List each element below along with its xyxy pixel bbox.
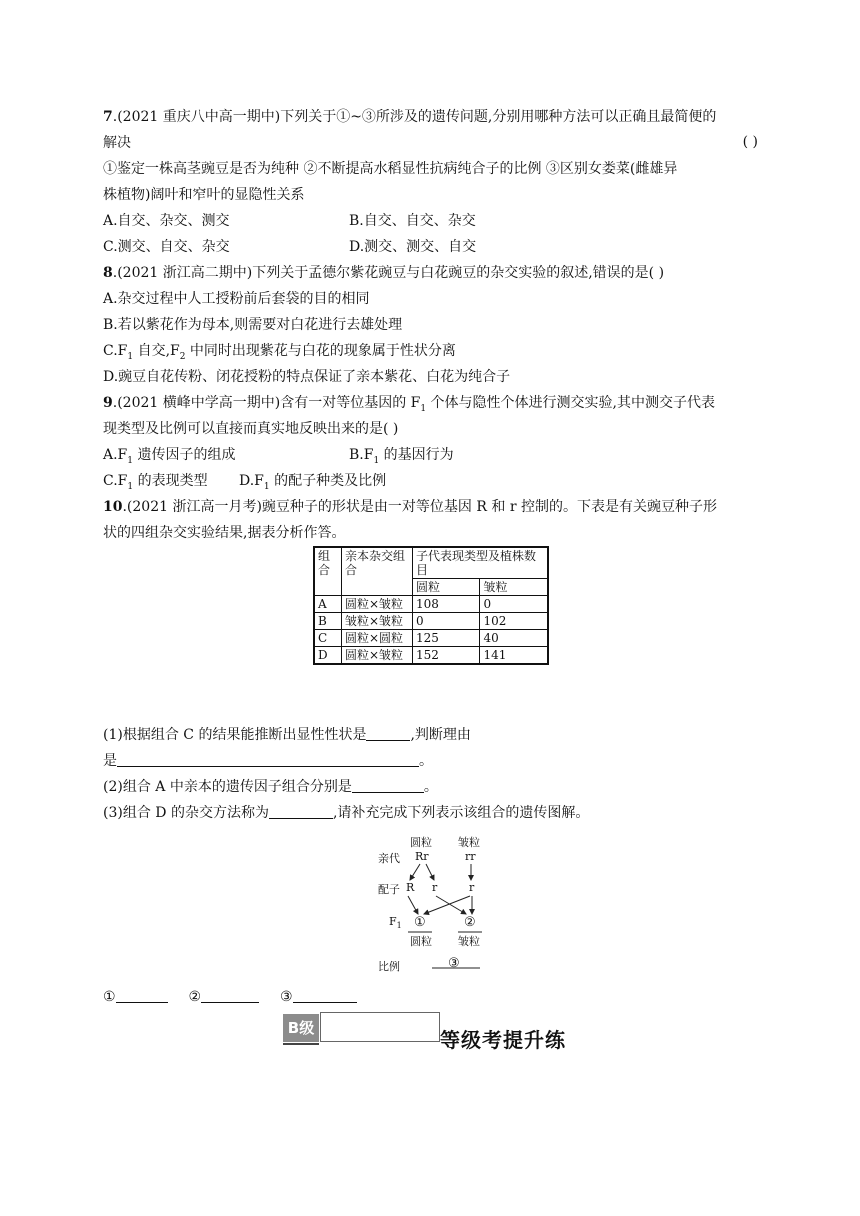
q9-line1: 9.(2021 横峰中学高一期中)含有一对等位基因的 $F_1$ 个体与隐性个体进行测交实验,其中测交子代表 [103,395,716,414]
answer-blanks: ① ② ③ [103,988,357,1006]
th-wrinkled: 皱粒 [480,579,548,596]
q8-option-a: A.杂交过程中人工授粉前后套袋的目的相同 [103,291,370,307]
th-round: 圆粒 [413,579,480,596]
gamete-2: r [432,881,438,894]
q7-line4: 株植物)阔叶和窄叶的显隐性关系 [103,187,305,203]
p1-trait: 圆粒 [410,836,432,849]
diagram-arrows [370,830,500,980]
ratio-blank-marker: ③ [448,956,460,971]
answer-blank-2[interactable] [201,988,259,1003]
q10-line1: 10.(2021 浙江高一月考)豌豆种子的形状是由一对等位基因 R 和 r 控制的。下表是有关豌豆种子形 [103,499,717,515]
q7-line2: 解决 [103,135,131,151]
gamete-1: R [406,881,415,894]
q10-sub1-line1: (1)根据组合 C 的结果能推断出显性性状是 ,判断理由 [103,727,471,743]
cross-results-table [313,546,549,665]
q10-sub2: (2)组合 A 中亲本的遗传因子组合分别是 。 [103,779,438,795]
child-2-trait: 皱粒 [458,935,480,948]
q8-option-d: D.豌豆自花传粉、闭花授粉的特点保证了亲本紫花、白花为纯合子 [103,369,511,385]
gamete-3: r [469,881,475,894]
th-offspring: 子代表现类型及植株数目 [413,547,549,579]
q9-option-c: $C.F_1$ 的表现类型 [103,473,208,492]
blank-parent-genotypes[interactable] [352,778,424,793]
q9-option-b: $B.F_1$ 的基因行为 [349,447,454,466]
q9-option-a: $A.F_1$ 遗传因子的组成 [103,447,236,466]
table-row: C 圆粒×圆粒 125 40 [314,630,548,647]
section-title: 等级考提升练 [440,1028,566,1052]
table-row: D 圆粒×皱粒 152 141 [314,647,548,665]
th-cross: 亲本杂交组合 [342,547,413,596]
q10-line2: 状的四组杂交实验结果,据表分析作答。 [103,525,346,541]
q7-line3: ①鉴定一株高茎豌豆是否为纯种 ②不断提高水稻显性抗病纯合子的比例 ③区别女娄菜(雌雄异 [103,161,678,177]
f1-label: $F_1$ [389,915,402,931]
q7-option-d: D.测交、测交、自交 [349,239,477,255]
q9-option-d: $D.F_1$ 的配子种类及比例 [239,473,387,492]
parent-label: 亲代 [378,852,400,865]
q7-answer-paren: ( ) [742,134,758,150]
section-badge-underline [283,1043,319,1045]
p2-trait: 皱粒 [458,836,480,849]
q9-line2: 现类型及比例可以直接而真实地反映出来的是( ) [103,421,399,437]
child-1: ① [414,915,426,930]
section-header-box [320,1012,440,1042]
q8-option-c: $C.F_1$ 自交$,F_2$ 中同时出现紫花与白花的现象属于性状分离 [103,343,456,362]
table-row: B 皱粒×皱粒 0 102 [314,613,548,630]
q7-option-a: A.自交、杂交、测交 [103,213,230,229]
p2-genotype: rr [465,850,476,863]
child-2: ② [464,915,476,930]
blank-dominant-trait[interactable] [366,726,410,741]
q7-option-c: C.测交、自交、杂交 [103,239,230,255]
blank-cross-method[interactable] [269,804,333,819]
answer-blank-3[interactable] [293,988,357,1003]
q8-option-b: B.若以紫花作为母本,则需要对白花进行去雄处理 [103,317,403,333]
q10-sub3: (3)组合 D 的杂交方法称为 ,请补充完成下列表示该组合的遗传图解。 [103,805,590,821]
answer-blank-1[interactable] [116,988,168,1003]
q7-option-b: B.自交、自交、杂交 [349,213,476,229]
q7-line1: 7.(2021 重庆八中高一期中)下列关于①~③所涉及的遗传问题,分别用哪种方法可以正确且最简便的 [103,109,717,125]
th-group: 组合 [314,547,342,596]
gamete-label: 配子 [378,883,400,896]
q10-sub1-line2: 是 。 [103,753,433,769]
table-row: A 圆粒×皱粒 108 0 [314,596,548,613]
ratio-label: 比例 [378,960,400,973]
blank-reason[interactable] [117,752,419,767]
p1-genotype: Rr [415,850,429,863]
section-level-badge: B级 [283,1014,319,1042]
child-1-trait: 圆粒 [410,935,432,948]
q8-line1: 8.(2021 浙江高二期中)下列关于孟德尔紫花豌豆与白花豌豆的杂交实验的叙述,错误的是( ) [103,265,665,281]
